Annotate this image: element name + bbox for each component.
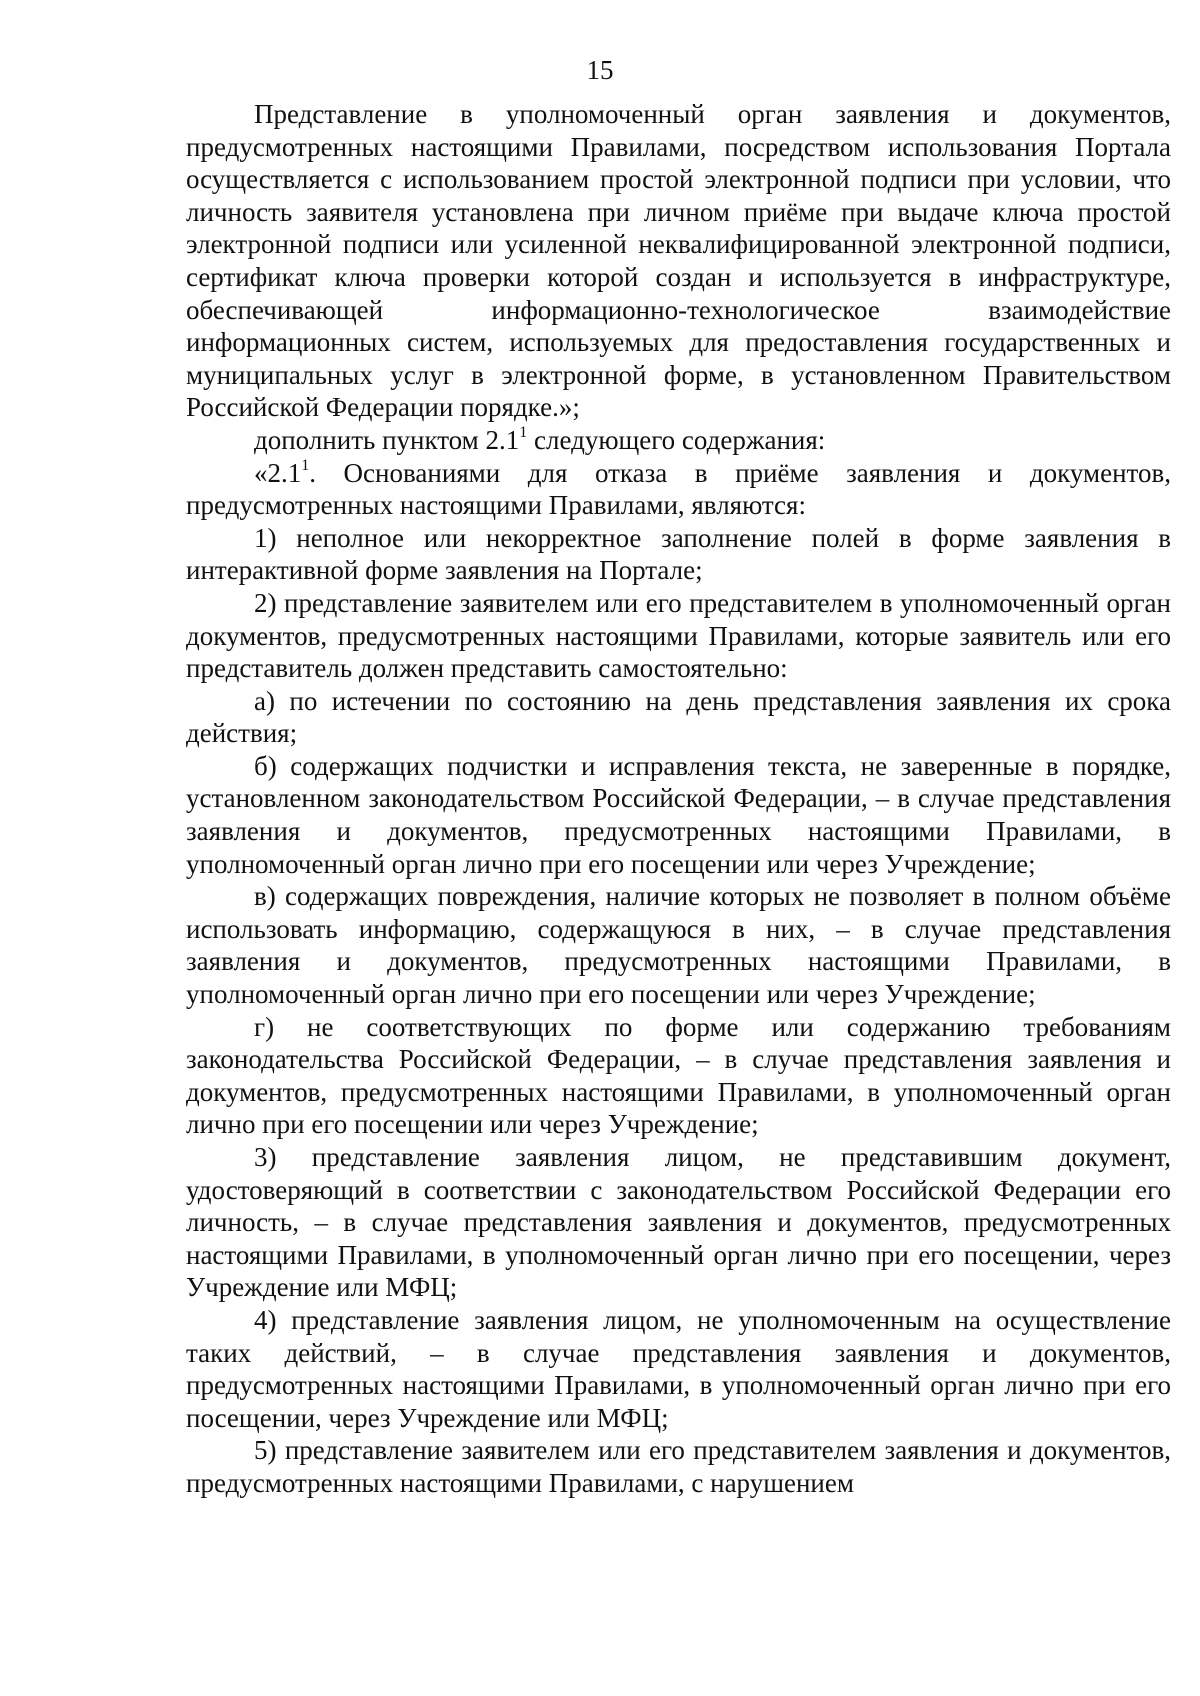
- list-item-1: 1) неполное или некорректное заполнение полей в форме заявления в интерактивной форме заявления на Портале;: [186, 522, 1171, 586]
- paragraph-add-clause-text: дополнить пунктом 2.1: [254, 424, 520, 455]
- paragraph-portal-signature: Представление в уполномоченный орган заявления и документов, предусмотренных настоящими Правилами, посредством использования Портала осуществляется с использованием простой электронной подписи при условии, что личность заявителя установлена при личном приёме при выдаче ключа простой электронной подписи или усиленной неквалифицированной электронной подписи, сертификат ключа проверки которой создан и используется в инфраструктуре, обеспечивающей информационно-технологическое взаимодействие информационных систем, используемых для предоставления государственных и муниципальных услуг в электронной форме, в установленном Правительством Российской Федерации порядке.»;: [186, 99, 1171, 423]
- paragraph-clause-heading: [186, 457, 1171, 522]
- list-item-3: 3) представление заявления лицом, не представившим документ, удостоверяющий в соответствии с законодательством Российской Федерации его личность, – в случае представления заявления и документов, предусмотренных настоящими Правилами, в уполномоченный орган лично при его посещении, через Учреждение или МФЦ;: [186, 1142, 1171, 1303]
- list-item-5: 5) представление заявителем или его представителем заявления и документов, предусмотренных настоящими Правилами, с нарушением: [186, 1435, 1171, 1498]
- superscript-index: 1: [301, 456, 310, 474]
- clause-heading-text: . Основаниями для отказа в приёме заявления и документов, предусмотренных настоящими Правилами, являются:: [186, 457, 1171, 521]
- list-item-2: 2) представление заявителем или его представителем в уполномоченный орган документов, предусмотренных настоящими Правилами, которые заявитель или его представитель должен представить самостоятельно:: [186, 587, 1171, 684]
- list-item-2v: в) содержащих повреждения, наличие которых не позволяет в полном объёме использовать информацию, содержащуюся в них, – в случае представления заявления и документов, предусмотренных настоящими Правилами, в уполномоченный орган лично при его посещении или через Учреждение;: [186, 881, 1171, 1010]
- list-item-2a: а) по истечении по состоянию на день представления заявления их срока действия;: [186, 685, 1171, 749]
- document-body: [186, 98, 1171, 1500]
- list-item-4: 4) представление заявления лицом, не уполномоченным на осуществление таких действий, – в случае представления заявления и документов, предусмотренных настоящими Правилами, в уполномоченный орган лично при его посещении, через Учреждение или МФЦ;: [186, 1304, 1171, 1433]
- paragraph-add-clause: [186, 424, 1171, 457]
- page-number: 15: [586, 55, 614, 85]
- list-item-2g: г) не соответствующих по форме или содержанию требованиям законодательства Российской Федерации, – в случае представления заявления и документов, предусмотренных настоящими Правилами, в уполномоченный орган лично при его посещении или через Учреждение;: [186, 1011, 1171, 1140]
- list-item-2b: б) содержащих подчистки и исправления текста, не заверенные в порядке, установленном законодательством Российской Федерации, – в случае представления заявления и документов, предусмотренных настоящими Правилами, в уполномоченный орган лично при его посещении или через Учреждение;: [186, 750, 1171, 879]
- clause-number: «2.1: [254, 457, 302, 488]
- superscript-index: 1: [519, 423, 528, 441]
- paragraph-add-clause-tail: следующего содержания:: [527, 424, 826, 455]
